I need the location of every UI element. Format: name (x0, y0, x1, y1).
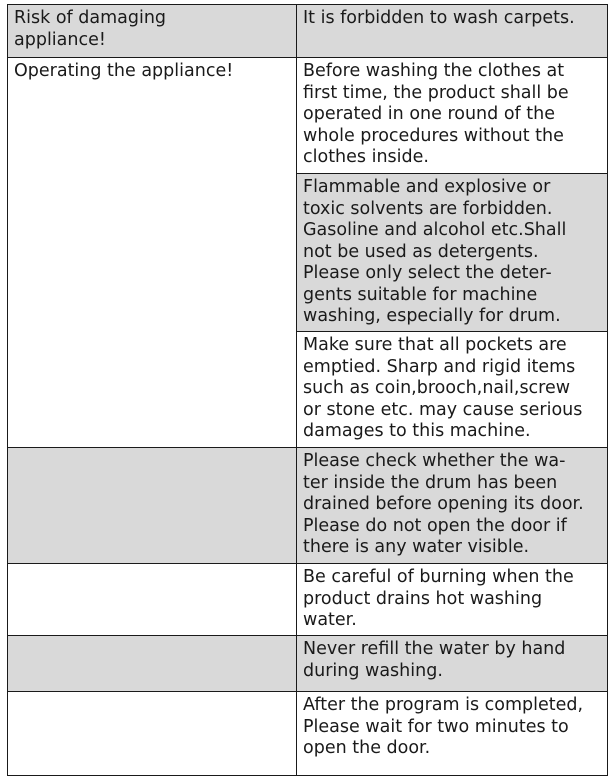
table-row (8, 636, 608, 692)
table-row (8, 564, 608, 636)
table-row (8, 5, 608, 58)
instruction-cell: Please check whether the wa- ter inside the drum has been drained before opening its door. Please do not open the door if there is any water visible. (297, 448, 608, 564)
safety-document (7, 4, 608, 776)
instruction-cell: Be careful of burning when the product drains hot washing water. (297, 564, 608, 636)
instruction-cell: After the program is completed, Please wait for two minutes to open the door. (297, 692, 608, 776)
instruction-cell: Before washing the clothes at first time, the product shall be operated in one round of the whole procedures without the clothes inside. (297, 58, 608, 174)
table-row (8, 692, 608, 776)
instruction-cell: It is forbidden to wash carpets. (297, 5, 608, 58)
instruction-cell: Make sure that all pockets are emptied. Sharp and rigid items such as coin,brooch,nail,screw or stone etc. may cause serious damages to this machine. (297, 332, 608, 448)
category-cell (8, 636, 297, 692)
table-row (8, 448, 608, 564)
category-cell (8, 448, 297, 564)
instruction-cell: Flammable and explosive or toxic solvents are forbidden. Gasoline and alcohol etc.Shall not be used as detergents. Please only select the deter- gents suitable for machine washing, especially for drum. (297, 174, 608, 332)
safety-table (7, 4, 608, 776)
category-cell (8, 564, 297, 636)
category-cell: Risk of damaging appliance! (8, 5, 297, 58)
category-cell: Operating the appliance! (8, 58, 297, 448)
category-cell (8, 692, 297, 776)
instruction-cell: Never refill the water by hand during washing. (297, 636, 608, 692)
table-row (8, 58, 608, 174)
